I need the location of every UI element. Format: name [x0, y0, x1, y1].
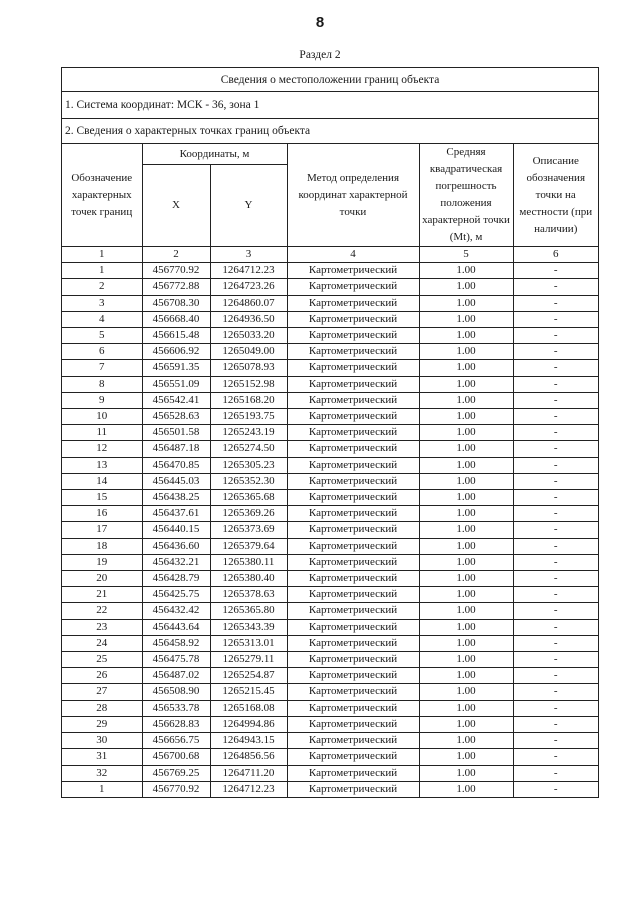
cell-x: 456487.18 [142, 441, 210, 457]
cell-point: 24 [62, 635, 142, 651]
cell-method: Картометрический [287, 522, 419, 538]
cell-y: 1264856.56 [210, 749, 287, 765]
table-row [62, 457, 598, 473]
cell-method: Картометрический [287, 392, 419, 408]
header-description: Описание обозначения точки на местности (при наличии) [513, 144, 598, 247]
page-number: 8 [315, 14, 325, 31]
cell-accuracy: 1.00 [419, 765, 513, 781]
cell-description: - [513, 328, 598, 344]
cell-accuracy: 1.00 [419, 619, 513, 635]
cell-point: 31 [62, 749, 142, 765]
cell-x: 456656.75 [142, 733, 210, 749]
boundary-info-frame [61, 67, 599, 798]
cell-x: 456443.64 [142, 619, 210, 635]
cell-point: 26 [62, 668, 142, 684]
cell-x: 456445.03 [142, 473, 210, 489]
cell-description: - [513, 700, 598, 716]
cell-accuracy: 1.00 [419, 328, 513, 344]
table-row [62, 328, 598, 344]
cell-y: 1265243.19 [210, 425, 287, 441]
cell-method: Картометрический [287, 538, 419, 554]
cell-y: 1265380.11 [210, 554, 287, 570]
cell-point: 17 [62, 522, 142, 538]
cell-point: 7 [62, 360, 142, 376]
cell-y: 1265379.64 [210, 538, 287, 554]
cell-description: - [513, 279, 598, 295]
cell-accuracy: 1.00 [419, 603, 513, 619]
cell-y: 1264860.07 [210, 295, 287, 311]
cell-point: 1 [62, 781, 142, 797]
cell-point: 22 [62, 603, 142, 619]
cell-description: - [513, 554, 598, 570]
table-row [62, 295, 598, 311]
cell-x: 456508.90 [142, 684, 210, 700]
cell-x: 456425.75 [142, 587, 210, 603]
cell-method: Картометрический [287, 652, 419, 668]
column-number-cell: 6 [513, 247, 598, 263]
cell-point: 28 [62, 700, 142, 716]
cell-y: 1265078.93 [210, 360, 287, 376]
cell-y: 1264712.23 [210, 263, 287, 279]
column-number-cell: 3 [210, 247, 287, 263]
cell-x: 456475.78 [142, 652, 210, 668]
cell-accuracy: 1.00 [419, 457, 513, 473]
cell-y: 1264943.15 [210, 733, 287, 749]
cell-description: - [513, 376, 598, 392]
table-row [62, 441, 598, 457]
coordinate-system-line: 1. Система координат: МСК - 36, зона 1 [62, 92, 598, 119]
cell-method: Картометрический [287, 619, 419, 635]
cell-point: 30 [62, 733, 142, 749]
header-x: X [142, 165, 210, 247]
cell-method: Картометрический [287, 684, 419, 700]
cell-y: 1265193.75 [210, 409, 287, 425]
table-row [62, 473, 598, 489]
header-point-designation: Обозначение характерных точек границ [62, 144, 142, 247]
cell-y: 1265373.69 [210, 522, 287, 538]
cell-description: - [513, 441, 598, 457]
cell-point: 5 [62, 328, 142, 344]
cell-description: - [513, 425, 598, 441]
cell-description: - [513, 781, 598, 797]
cell-accuracy: 1.00 [419, 409, 513, 425]
cell-accuracy: 1.00 [419, 311, 513, 327]
cell-method: Картометрический [287, 716, 419, 732]
cell-point: 13 [62, 457, 142, 473]
header-method: Метод определения координат характерной точки [287, 144, 419, 247]
cell-accuracy: 1.00 [419, 684, 513, 700]
cell-point: 15 [62, 490, 142, 506]
cell-x: 456432.42 [142, 603, 210, 619]
points-heading: 2. Сведения о характерных точках границ объекта [62, 119, 598, 144]
table-row [62, 263, 598, 279]
cell-point: 14 [62, 473, 142, 489]
cell-x: 456700.68 [142, 749, 210, 765]
cell-description: - [513, 635, 598, 651]
cell-x: 456438.25 [142, 490, 210, 506]
cell-y: 1264711.20 [210, 765, 287, 781]
cell-x: 456428.79 [142, 571, 210, 587]
table-row [62, 392, 598, 408]
table-row [62, 635, 598, 651]
cell-method: Картометрический [287, 360, 419, 376]
cell-description: - [513, 295, 598, 311]
table-row [62, 652, 598, 668]
cell-x: 456501.58 [142, 425, 210, 441]
cell-accuracy: 1.00 [419, 781, 513, 797]
cell-point: 20 [62, 571, 142, 587]
cell-method: Картометрический [287, 635, 419, 651]
cell-description: - [513, 587, 598, 603]
cell-accuracy: 1.00 [419, 749, 513, 765]
cell-description: - [513, 603, 598, 619]
cell-point: 21 [62, 587, 142, 603]
cell-description: - [513, 360, 598, 376]
column-number-cell: 5 [419, 247, 513, 263]
cell-accuracy: 1.00 [419, 263, 513, 279]
cell-y: 1265352.30 [210, 473, 287, 489]
cell-x: 456615.48 [142, 328, 210, 344]
cell-description: - [513, 684, 598, 700]
cell-accuracy: 1.00 [419, 360, 513, 376]
cell-y: 1265033.20 [210, 328, 287, 344]
table-row [62, 668, 598, 684]
table-row [62, 506, 598, 522]
cell-accuracy: 1.00 [419, 571, 513, 587]
cell-method: Картометрический [287, 311, 419, 327]
cell-y: 1265313.01 [210, 635, 287, 651]
cell-method: Картометрический [287, 279, 419, 295]
cell-accuracy: 1.00 [419, 490, 513, 506]
cell-y: 1265343.39 [210, 619, 287, 635]
table-row [62, 311, 598, 327]
table-row [62, 554, 598, 570]
table-row [62, 425, 598, 441]
cell-point: 11 [62, 425, 142, 441]
cell-method: Картометрический [287, 490, 419, 506]
cell-x: 456770.92 [142, 781, 210, 797]
cell-accuracy: 1.00 [419, 554, 513, 570]
cell-y: 1265365.68 [210, 490, 287, 506]
cell-x: 456436.60 [142, 538, 210, 554]
cell-method: Картометрический [287, 344, 419, 360]
cell-y: 1265305.23 [210, 457, 287, 473]
cell-y: 1265279.11 [210, 652, 287, 668]
cell-x: 456770.92 [142, 263, 210, 279]
table-row [62, 360, 598, 376]
cell-accuracy: 1.00 [419, 668, 513, 684]
cell-description: - [513, 311, 598, 327]
cell-method: Картометрический [287, 571, 419, 587]
cell-x: 456772.88 [142, 279, 210, 295]
cell-y: 1265049.00 [210, 344, 287, 360]
cell-method: Картометрический [287, 765, 419, 781]
cell-accuracy: 1.00 [419, 635, 513, 651]
cell-accuracy: 1.00 [419, 652, 513, 668]
cell-y: 1264723.26 [210, 279, 287, 295]
cell-point: 3 [62, 295, 142, 311]
cell-accuracy: 1.00 [419, 538, 513, 554]
column-number-cell: 4 [287, 247, 419, 263]
cell-point: 1 [62, 263, 142, 279]
cell-y: 1264712.23 [210, 781, 287, 797]
cell-point: 12 [62, 441, 142, 457]
cell-y: 1265215.45 [210, 684, 287, 700]
cell-point: 6 [62, 344, 142, 360]
cell-accuracy: 1.00 [419, 441, 513, 457]
header-coordinates: Координаты, м [142, 144, 287, 165]
cell-y: 1265168.20 [210, 392, 287, 408]
cell-x: 456628.83 [142, 716, 210, 732]
cell-point: 8 [62, 376, 142, 392]
cell-point: 9 [62, 392, 142, 408]
cell-accuracy: 1.00 [419, 733, 513, 749]
cell-accuracy: 1.00 [419, 279, 513, 295]
cell-x: 456769.25 [142, 765, 210, 781]
cell-description: - [513, 392, 598, 408]
cell-y: 1265254.87 [210, 668, 287, 684]
cell-x: 456708.30 [142, 295, 210, 311]
table-row [62, 571, 598, 587]
table-body [62, 263, 598, 797]
cell-y: 1265168.08 [210, 700, 287, 716]
boundary-points-table [62, 144, 598, 797]
cell-description: - [513, 749, 598, 765]
cell-x: 456606.92 [142, 344, 210, 360]
cell-y: 1265274.50 [210, 441, 287, 457]
cell-x: 456668.40 [142, 311, 210, 327]
table-row [62, 716, 598, 732]
cell-method: Картометрический [287, 506, 419, 522]
cell-accuracy: 1.00 [419, 295, 513, 311]
table-row [62, 279, 598, 295]
table-row [62, 538, 598, 554]
cell-accuracy: 1.00 [419, 392, 513, 408]
cell-description: - [513, 765, 598, 781]
cell-method: Картометрический [287, 473, 419, 489]
cell-accuracy: 1.00 [419, 587, 513, 603]
cell-method: Картометрический [287, 425, 419, 441]
cell-y: 1265369.26 [210, 506, 287, 522]
cell-description: - [513, 263, 598, 279]
table-row [62, 749, 598, 765]
cell-description: - [513, 473, 598, 489]
cell-method: Картометрический [287, 554, 419, 570]
cell-method: Картометрический [287, 263, 419, 279]
frame-title: Сведения о местоположении границ объекта [62, 68, 598, 92]
cell-description: - [513, 490, 598, 506]
table-row [62, 603, 598, 619]
cell-description: - [513, 668, 598, 684]
column-number-row [62, 247, 598, 263]
table-row [62, 700, 598, 716]
cell-method: Картометрический [287, 457, 419, 473]
cell-description: - [513, 344, 598, 360]
cell-x: 456591.35 [142, 360, 210, 376]
cell-x: 456533.78 [142, 700, 210, 716]
cell-x: 456470.85 [142, 457, 210, 473]
cell-description: - [513, 506, 598, 522]
cell-accuracy: 1.00 [419, 376, 513, 392]
cell-method: Картометрический [287, 409, 419, 425]
cell-point: 2 [62, 279, 142, 295]
cell-point: 23 [62, 619, 142, 635]
cell-method: Картометрический [287, 668, 419, 684]
cell-method: Картометрический [287, 441, 419, 457]
cell-x: 456487.02 [142, 668, 210, 684]
cell-description: - [513, 652, 598, 668]
cell-point: 16 [62, 506, 142, 522]
cell-x: 456551.09 [142, 376, 210, 392]
cell-method: Картометрический [287, 733, 419, 749]
cell-x: 456437.61 [142, 506, 210, 522]
cell-description: - [513, 538, 598, 554]
cell-y: 1265152.98 [210, 376, 287, 392]
section-title: Раздел 2 [299, 49, 341, 61]
cell-x: 456458.92 [142, 635, 210, 651]
cell-description: - [513, 619, 598, 635]
cell-accuracy: 1.00 [419, 473, 513, 489]
cell-accuracy: 1.00 [419, 344, 513, 360]
table-row [62, 490, 598, 506]
cell-method: Картометрический [287, 700, 419, 716]
column-number-cell: 1 [62, 247, 142, 263]
cell-point: 4 [62, 311, 142, 327]
table-row [62, 781, 598, 797]
table-row [62, 344, 598, 360]
cell-point: 18 [62, 538, 142, 554]
cell-method: Картометрический [287, 603, 419, 619]
cell-y: 1264936.50 [210, 311, 287, 327]
cell-method: Картометрический [287, 376, 419, 392]
cell-point: 29 [62, 716, 142, 732]
cell-x: 456528.63 [142, 409, 210, 425]
cell-point: 32 [62, 765, 142, 781]
cell-method: Картометрический [287, 295, 419, 311]
header-y: Y [210, 165, 287, 247]
cell-description: - [513, 733, 598, 749]
cell-accuracy: 1.00 [419, 425, 513, 441]
cell-description: - [513, 457, 598, 473]
cell-point: 25 [62, 652, 142, 668]
table-row [62, 409, 598, 425]
cell-point: 10 [62, 409, 142, 425]
table-row [62, 684, 598, 700]
table-row [62, 522, 598, 538]
cell-description: - [513, 522, 598, 538]
cell-accuracy: 1.00 [419, 522, 513, 538]
cell-y: 1265378.63 [210, 587, 287, 603]
cell-y: 1264994.86 [210, 716, 287, 732]
cell-y: 1265365.80 [210, 603, 287, 619]
table-row [62, 619, 598, 635]
cell-method: Картометрический [287, 587, 419, 603]
cell-description: - [513, 571, 598, 587]
cell-point: 19 [62, 554, 142, 570]
cell-x: 456440.15 [142, 522, 210, 538]
table-row [62, 587, 598, 603]
cell-method: Картометрический [287, 749, 419, 765]
table-row [62, 765, 598, 781]
cell-accuracy: 1.00 [419, 506, 513, 522]
cell-x: 456542.41 [142, 392, 210, 408]
cell-accuracy: 1.00 [419, 716, 513, 732]
cell-description: - [513, 716, 598, 732]
table-row [62, 733, 598, 749]
cell-accuracy: 1.00 [419, 700, 513, 716]
cell-description: - [513, 409, 598, 425]
cell-x: 456432.21 [142, 554, 210, 570]
table-row [62, 376, 598, 392]
cell-y: 1265380.40 [210, 571, 287, 587]
cell-point: 27 [62, 684, 142, 700]
header-accuracy: Средняя квадратическая погрешность положения характерной точки (Mt), м [419, 144, 513, 247]
column-number-cell: 2 [142, 247, 210, 263]
cell-method: Картометрический [287, 781, 419, 797]
cell-method: Картометрический [287, 328, 419, 344]
